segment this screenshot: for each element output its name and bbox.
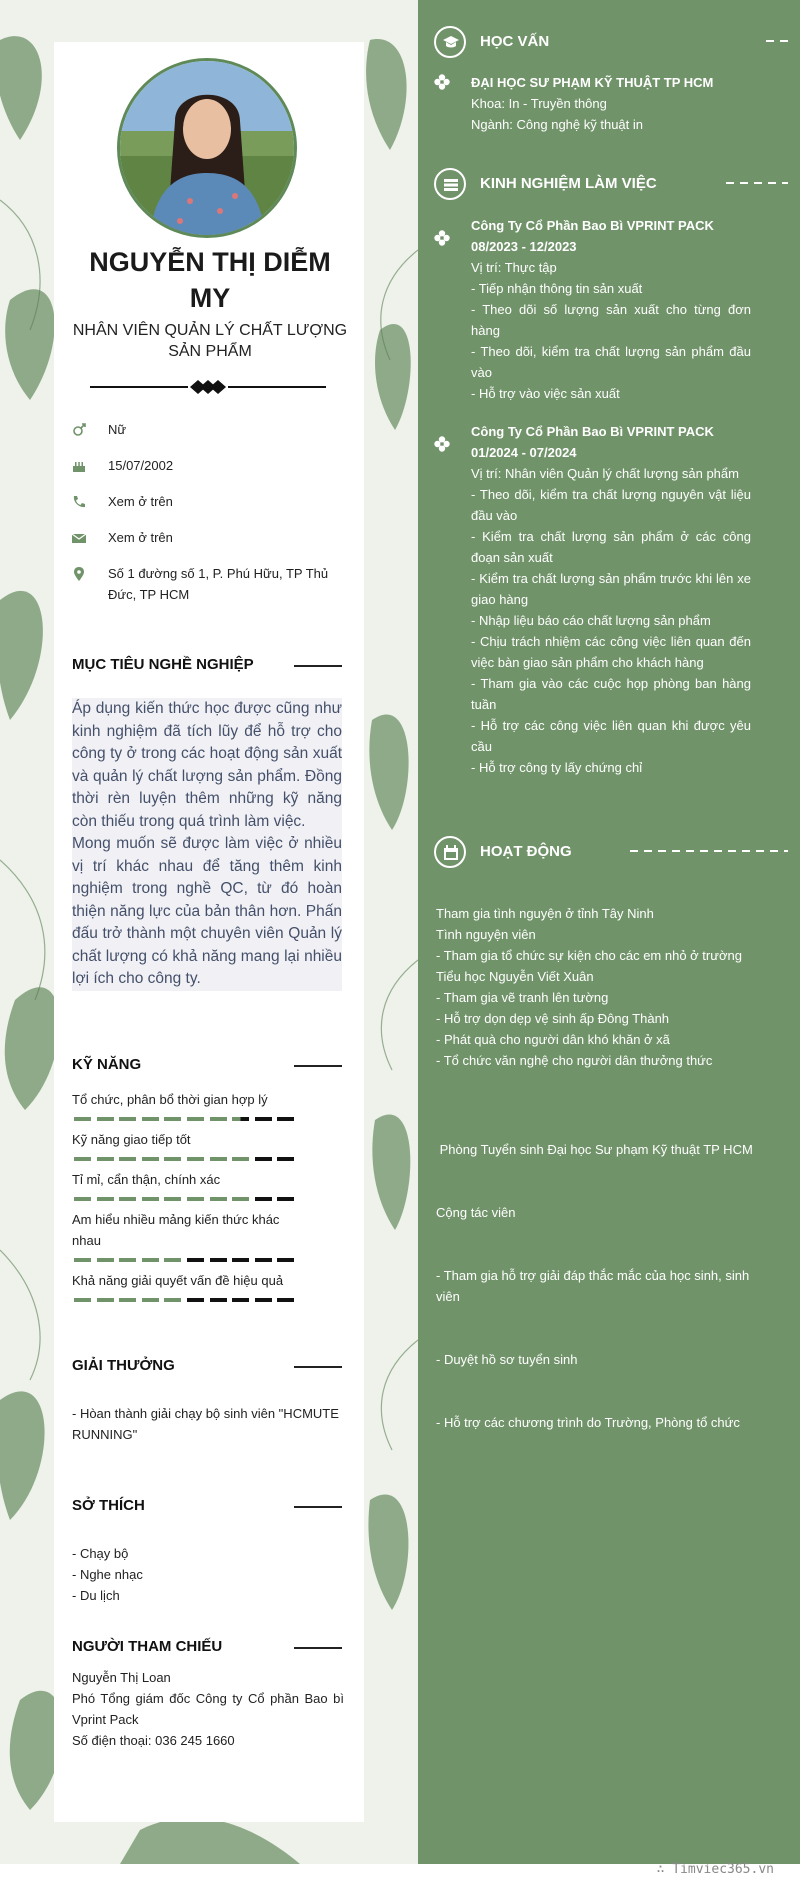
activity-line: - Hỗ trợ dọn dẹp vệ sinh ấp Đông Thành (436, 1011, 670, 1026)
skill-segment (277, 1258, 294, 1262)
objective-paragraph-1: Áp dụng kiến thức học được cũng như kinh nghiệm đã tích lũy để hỗ trợ cho công ty ở trong các hoạt động sản xuất và quản lý chất lượng sản phẩm. Đồng thời rèn luyện thêm những kỹ năng còn thiếu trong quá trình làm việc. (72, 698, 342, 833)
major: Ngành: Công nghệ kỹ thuật in (471, 117, 644, 132)
skill-segment (255, 1117, 272, 1121)
skill-segment (119, 1117, 136, 1121)
skill-segment (74, 1117, 91, 1121)
activity-line: Tình nguyện viên (436, 927, 536, 942)
job-line: - Kiểm tra chất lượng sản phẩm trước khi lên xe giao hàng (471, 571, 751, 607)
books-icon (442, 176, 460, 194)
skill-segment (210, 1117, 227, 1121)
skill-segment (277, 1298, 294, 1302)
school-name: ĐẠI HỌC SƯ PHẠM KỸ THUẬT TP HCM (471, 75, 714, 90)
skill-segment (210, 1298, 227, 1302)
job-line: - Theo dõi, kiểm tra chất lượng sản phẩm đầu vào (471, 344, 751, 380)
activity-line: - Tham gia tổ chức sự kiện cho các em nhỏ ở trường Tiểu học Nguyễn Viết Xuân (436, 948, 742, 984)
hobbies-list (72, 1543, 344, 1606)
activity-line: Cộng tác viên (436, 1205, 516, 1220)
skill-segment (232, 1157, 249, 1161)
skill-segment (119, 1197, 136, 1201)
skill-segment (164, 1197, 181, 1201)
activity-line: - Tham gia hỗ trợ giải đáp thắc mắc của học sinh, sinh viên (436, 1268, 753, 1304)
flower-bullet-icon (434, 74, 450, 90)
skill-segment (119, 1258, 136, 1262)
activity-group-2 (436, 1097, 754, 1454)
skill-segment (232, 1117, 249, 1121)
reference-phone: Số điện thoại: 036 245 1660 (72, 1733, 235, 1748)
reference-position: Phó Tổng giám đốc Công ty Cổ phần Bao bì Vprint Pack (72, 1691, 344, 1727)
skill-segment (210, 1258, 227, 1262)
skill-segment (74, 1157, 91, 1161)
job-line: - Tiếp nhận thông tin sản xuất (471, 281, 643, 296)
skill-label: Khả năng giải quyết vấn đề hiệu quả (72, 1273, 284, 1288)
skill-segment (119, 1157, 136, 1161)
activity-line: - Hỗ trợ các chương trình do Trường, Phòng tổ chức (436, 1415, 740, 1430)
skill-segment (74, 1258, 91, 1262)
skill-segment (97, 1298, 114, 1302)
skills-heading: KỸ NĂNG (72, 1056, 342, 1073)
experience-heading: KINH NGHIỆM LÀM VIỆC (434, 168, 784, 206)
faculty: Khoa: In - Truyền thông (471, 96, 607, 111)
skill-bar (74, 1258, 300, 1262)
skill-bar (74, 1157, 300, 1161)
skill-segment (164, 1298, 181, 1302)
job-line: Vị trí: Nhân viên Quản lý chất lượng sản phẩm (471, 466, 739, 481)
skill-segment (97, 1117, 114, 1121)
skill-segment (210, 1197, 227, 1201)
skill-segment (210, 1157, 227, 1161)
activity-line: - Duyệt hồ sơ tuyển sinh (436, 1352, 578, 1367)
avatar (117, 58, 297, 238)
graduation-cap-icon (442, 34, 460, 52)
skill-segment (187, 1298, 204, 1302)
activity-line: Tham gia tình nguyện ở tỉnh Tây Ninh (436, 906, 654, 921)
job-line: - Tham gia vào các cuộc họp phòng ban hàng tuần (471, 676, 751, 712)
candidate-name: NGUYỄN THỊ DIỄM MY (89, 247, 331, 313)
phone-value: Xem ở trên (108, 494, 173, 509)
skill-segment (255, 1197, 272, 1201)
job-line: - Theo dõi số lượng sản xuất cho từng đơn hàng (471, 302, 751, 338)
skill-segment (142, 1197, 159, 1201)
skill-segment (97, 1197, 114, 1201)
skill-segment (119, 1298, 136, 1302)
activity-line: Phòng Tuyển sinh Đại học Sư phạm Kỹ thuật TP HCM (436, 1142, 753, 1157)
skill-segment (232, 1258, 249, 1262)
education-heading: HỌC VẤN (434, 26, 784, 64)
skill-segment (164, 1157, 181, 1161)
hobby-item: - Nghe nhạc (72, 1567, 143, 1582)
activity-group-1 (436, 903, 754, 1071)
job-line: - Hỗ trợ công ty lấy chứng chỉ (471, 760, 643, 775)
skill-segment (97, 1258, 114, 1262)
skill-segment (277, 1117, 294, 1121)
skill-segment (142, 1157, 159, 1161)
name-divider (90, 380, 326, 394)
objective-heading: MỤC TIÊU NGHỀ NGHIỆP (72, 656, 342, 673)
job-2 (471, 421, 751, 778)
job-period: 01/2024 - 07/2024 (471, 445, 577, 460)
objective-text (72, 698, 342, 991)
skill-segment (187, 1157, 204, 1161)
award-text: - Hòan thành giải chạy bộ sinh viên "HCMUTE RUNNING" (72, 1406, 339, 1442)
skill-segment (74, 1298, 91, 1302)
job-line: - Theo dõi, kiểm tra chất lượng nguyên vật liệu đầu vào (471, 487, 751, 523)
skill-segment (232, 1298, 249, 1302)
skill-segment (187, 1117, 204, 1121)
birthday-value: 15/07/2002 (108, 458, 174, 473)
job-line: - Hỗ trợ vào việc sản xuất (471, 386, 620, 401)
candidate-title: NHÂN VIÊN QUẢN LÝ CHẤT LƯỢNG SẢN PHẨM (72, 322, 348, 360)
skill-segment (232, 1197, 249, 1201)
skill-segment (255, 1258, 272, 1262)
gender-value: Nữ (108, 422, 127, 437)
reference-heading: NGƯỜI THAM CHIẾU (72, 1638, 342, 1655)
job-1 (471, 215, 751, 404)
gender-icon (72, 423, 86, 437)
job-company: Công Ty Cổ Phần Bao Bì VPRINT PACK (471, 218, 714, 233)
calendar-icon (442, 844, 460, 862)
skill-segment (187, 1197, 204, 1201)
birthday-cake-icon (72, 459, 86, 473)
skill-segment (277, 1197, 294, 1201)
activity-line: - Phát quà cho người dân khó khăn ở xã (436, 1032, 670, 1047)
skill-label: Tỉ mỉ, cẩn thận, chính xác (72, 1172, 221, 1187)
skill-segment (142, 1298, 159, 1302)
skill-bar (74, 1117, 300, 1121)
reference-details (72, 1667, 344, 1751)
flower-bullet-icon (434, 230, 450, 246)
job-period: 08/2023 - 12/2023 (471, 239, 577, 254)
activities-heading: HOẠT ĐỘNG (434, 836, 784, 874)
skill-segment (97, 1157, 114, 1161)
hobbies-heading: SỞ THÍCH (72, 1497, 342, 1514)
skill-segment (255, 1298, 272, 1302)
hobby-item: - Chạy bộ (72, 1546, 129, 1561)
skill-label: Kỹ năng giao tiếp tốt (72, 1132, 191, 1147)
activity-line: - Tổ chức văn nghệ cho người dân thưởng thức (436, 1053, 713, 1068)
awards-heading: GIẢI THƯỞNG (72, 1357, 342, 1374)
skill-segment (255, 1157, 272, 1161)
job-line: - Nhập liệu báo cáo chất lượng sản phẩm (471, 613, 711, 628)
skill-segment (277, 1157, 294, 1161)
skill-label: Am hiểu nhiều mảng kiến thức khác nhau (72, 1212, 280, 1248)
watermark-footer: ∴ Timviec365.vn (656, 1862, 774, 1877)
job-line: - Chịu trách nhiệm các công việc liên quan đến việc bàn giao sản phẩm cho khách hàng (471, 634, 751, 670)
skill-segment (187, 1258, 204, 1262)
skill-segment (142, 1117, 159, 1121)
location-pin-icon (72, 567, 86, 581)
portrait-photo (120, 61, 294, 235)
job-line: Vị trí: Thực tập (471, 260, 557, 275)
skill-segment (142, 1258, 159, 1262)
flower-bullet-icon (434, 436, 450, 452)
objective-paragraph-2: Mong muốn sẽ được làm việc ở nhiều vị trí khác nhau để tăng thêm kinh nghiệm trong nghề QC, từ đó hoàn thiện năng lực của bản thân hơn. Phấn đấu trở thành một chuyên viên Quản lý chất lượng có khả năng mang lại nhiều lợi ích cho công ty. (72, 833, 342, 991)
job-line: - Hỗ trợ các công việc liên quan khi được yêu cầu (471, 718, 751, 754)
phone-icon (72, 495, 86, 509)
address-value: Số 1 đường số 1, P. Phú Hữu, TP Thủ Đức, TP HCM (108, 566, 329, 602)
education-details (471, 72, 751, 135)
job-company: Công Ty Cổ Phần Bao Bì VPRINT PACK (471, 424, 714, 439)
skill-segment (74, 1197, 91, 1201)
email-value: Xem ở trên (108, 530, 173, 545)
skill-bar (74, 1298, 300, 1302)
skill-bar (74, 1197, 300, 1201)
reference-name: Nguyễn Thị Loan (72, 1670, 171, 1685)
skill-segment (164, 1258, 181, 1262)
hobby-item: - Du lịch (72, 1588, 120, 1603)
email-icon (72, 531, 86, 545)
skill-segment (164, 1117, 181, 1121)
skill-label: Tổ chức, phân bổ thời gian hợp lý (72, 1092, 268, 1107)
job-line: - Kiểm tra chất lượng sản phẩm ở các công đoạn sản xuất (471, 529, 751, 565)
activity-line: - Tham gia vẽ tranh lên tường (436, 990, 609, 1005)
